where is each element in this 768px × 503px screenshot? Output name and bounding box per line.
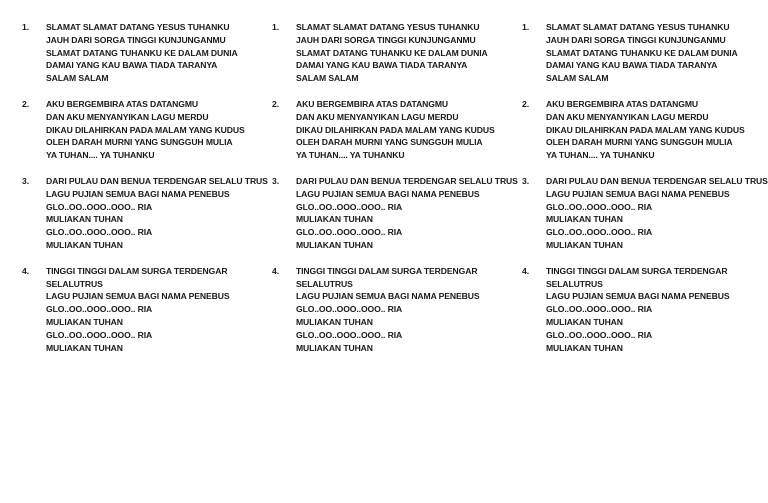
lyric-line: GLO..OO..OOO..OOO.. RIA: [46, 304, 153, 315]
lyric-line: GLO..OO..OOO..OOO.. RIA: [546, 329, 653, 340]
lyric-line: GLO..OO..OOO..OOO.. RIA: [46, 201, 153, 212]
lyric-line: DAMAI YANG KAU BAWA TIADA TARANYA: [296, 60, 468, 71]
verse-number: 1.: [522, 22, 530, 32]
lyric-line: GLO..OO..OOO..OOO.. RIA: [46, 329, 153, 340]
lyric-line: JAUH DARI SORGA TINGGI KUNJUNGANMU: [46, 34, 226, 45]
lyric-line: MULIAKAN TUHAN: [296, 239, 373, 250]
lyric-line: DAN AKU MENYANYIKAN LAGU MERDU: [296, 111, 459, 122]
verse-block: [272, 175, 518, 252]
verse-block: [272, 98, 500, 162]
verse-number: 1.: [272, 22, 280, 32]
lyric-line: OLEH DARAH MURNI YANG SUNGGUH MULIA: [546, 137, 733, 148]
lyric-line: TINGGI TINGGI DALAM SURGA TERDENGAR: [46, 265, 228, 276]
verse-number: 2.: [22, 98, 30, 109]
lyric-line: YA TUHAN.... YA TUHANKU: [46, 150, 155, 161]
verse-block: [522, 175, 768, 252]
lyrics-column-2: [272, 21, 518, 367]
lyric-line: GLO..OO..OOO..OOO.. RIA: [296, 227, 403, 238]
lyric-line: SLAMAT SLAMAT DATANG YESUS TUHANKU: [296, 22, 480, 32]
lyric-line: LAGU PUJIAN SEMUA BAGI NAMA PENEBUS: [46, 291, 230, 302]
verse-number: 2.: [272, 98, 280, 109]
lyric-line: AKU BERGEMBIRA ATAS DATANGMU: [296, 98, 449, 109]
lyric-line: JAUH DARI SORGA TINGGI KUNJUNGANMU: [296, 34, 476, 45]
lyric-line: GLO..OO..OOO..OOO.. RIA: [546, 201, 653, 212]
lyric-line: SLAMAT DATANG TUHANKU KE DALAM DUNIA: [546, 47, 738, 58]
verse-number: 2.: [522, 98, 530, 109]
lyric-line: LAGU PUJIAN SEMUA BAGI NAMA PENEBUS: [546, 291, 730, 302]
verse-block: [22, 175, 268, 252]
lyric-line: TINGGI TINGGI DALAM SURGA TERDENGAR: [296, 265, 478, 276]
lyric-line: GLO..OO..OOO..OOO.. RIA: [296, 304, 403, 315]
lyric-line: AKU BERGEMBIRA ATAS DATANGMU: [46, 98, 199, 109]
lyric-line: DAMAI YANG KAU BAWA TIADA TARANYA: [46, 60, 218, 71]
verse-block: [22, 265, 250, 355]
lyric-line: DIKAU DILAHIRKAN PADA MALAM YANG KUDUS: [546, 124, 745, 135]
verse-number: 3.: [272, 175, 280, 186]
verse-number: 4.: [22, 265, 30, 276]
verse-number: 3.: [22, 175, 30, 186]
lyric-line: SLAMAT SLAMAT DATANG YESUS TUHANKU: [46, 22, 230, 32]
verse-block: [522, 265, 750, 355]
lyric-line: SLAMAT SLAMAT DATANG YESUS TUHANKU: [546, 22, 730, 32]
lyric-line: MULIAKAN TUHAN: [296, 214, 373, 225]
lyric-line: DIKAU DILAHIRKAN PADA MALAM YANG KUDUS: [296, 124, 495, 135]
verse-block: [272, 265, 500, 355]
verse-block: [22, 98, 250, 162]
lyric-line: OLEH DARAH MURNI YANG SUNGGUH MULIA: [296, 137, 483, 148]
lyric-line: MULIAKAN TUHAN: [46, 316, 123, 327]
lyric-line: MULIAKAN TUHAN: [46, 342, 123, 353]
verse-number: 1.: [22, 22, 30, 32]
verse-block: [22, 21, 250, 85]
lyric-line: SALAM SALAM: [546, 73, 609, 84]
lyric-line: GLO..OO..OOO..OOO.. RIA: [546, 227, 653, 238]
lyric-line: LAGU PUJIAN SEMUA BAGI NAMA PENEBUS: [296, 291, 480, 302]
lyric-line: MULIAKAN TUHAN: [296, 342, 373, 353]
lyric-line: SLAMAT DATANG TUHANKU KE DALAM DUNIA: [296, 47, 488, 58]
lyric-line: YA TUHAN.... YA TUHANKU: [546, 150, 655, 161]
lyric-line: GLO..OO..OOO..OOO.. RIA: [296, 201, 403, 212]
lyric-line: SALAM SALAM: [296, 73, 359, 84]
lyric-line: TINGGI TINGGI DALAM SURGA TERDENGAR: [546, 265, 728, 276]
verse-number: 4.: [522, 265, 530, 276]
verse-block: [522, 21, 750, 85]
lyric-line: DARI PULAU DAN BENUA TERDENGAR SELALU TRUS: [46, 175, 268, 186]
lyric-line: LAGU PUJIAN SEMUA BAGI NAMA PENEBUS: [46, 188, 230, 199]
lyric-line: OLEH DARAH MURNI YANG SUNGGUH MULIA: [46, 137, 233, 148]
lyric-line: SELALUTRUS: [46, 278, 103, 289]
lyric-line: DIKAU DILAHIRKAN PADA MALAM YANG KUDUS: [46, 124, 245, 135]
lyric-line: GLO..OO..OOO..OOO.. RIA: [46, 227, 153, 238]
lyric-line: MULIAKAN TUHAN: [46, 214, 123, 225]
verse-number: 3.: [522, 175, 530, 186]
verse-number: 4.: [272, 265, 280, 276]
lyrics-column-3: [522, 21, 768, 367]
lyric-line: MULIAKAN TUHAN: [546, 316, 623, 327]
lyric-line: SELALUTRUS: [296, 278, 353, 289]
verse-block: [522, 98, 750, 162]
lyric-line: MULIAKAN TUHAN: [296, 316, 373, 327]
lyric-line: DAN AKU MENYANYIKAN LAGU MERDU: [546, 111, 709, 122]
lyric-line: MULIAKAN TUHAN: [546, 214, 623, 225]
lyric-line: MULIAKAN TUHAN: [46, 239, 123, 250]
lyric-line: SALAM SALAM: [46, 73, 109, 84]
lyric-line: MULIAKAN TUHAN: [546, 342, 623, 353]
lyric-line: YA TUHAN.... YA TUHANKU: [296, 150, 405, 161]
lyrics-column-1: [22, 21, 268, 367]
lyric-line: DAMAI YANG KAU BAWA TIADA TARANYA: [546, 60, 718, 71]
lyric-line: SELALUTRUS: [546, 278, 603, 289]
lyric-line: DAN AKU MENYANYIKAN LAGU MERDU: [46, 111, 209, 122]
lyric-line: LAGU PUJIAN SEMUA BAGI NAMA PENEBUS: [296, 188, 480, 199]
lyric-line: GLO..OO..OOO..OOO.. RIA: [296, 329, 403, 340]
lyric-line: DARI PULAU DAN BENUA TERDENGAR SELALU TRUS: [546, 175, 768, 186]
lyric-line: MULIAKAN TUHAN: [546, 239, 623, 250]
verse-block: [272, 21, 500, 85]
lyric-line: AKU BERGEMBIRA ATAS DATANGMU: [546, 98, 699, 109]
lyric-line: DARI PULAU DAN BENUA TERDENGAR SELALU TRUS: [296, 175, 518, 186]
lyric-line: GLO..OO..OOO..OOO.. RIA: [546, 304, 653, 315]
lyric-line: SLAMAT DATANG TUHANKU KE DALAM DUNIA: [46, 47, 238, 58]
lyric-line: LAGU PUJIAN SEMUA BAGI NAMA PENEBUS: [546, 188, 730, 199]
lyric-line: JAUH DARI SORGA TINGGI KUNJUNGANMU: [546, 34, 726, 45]
